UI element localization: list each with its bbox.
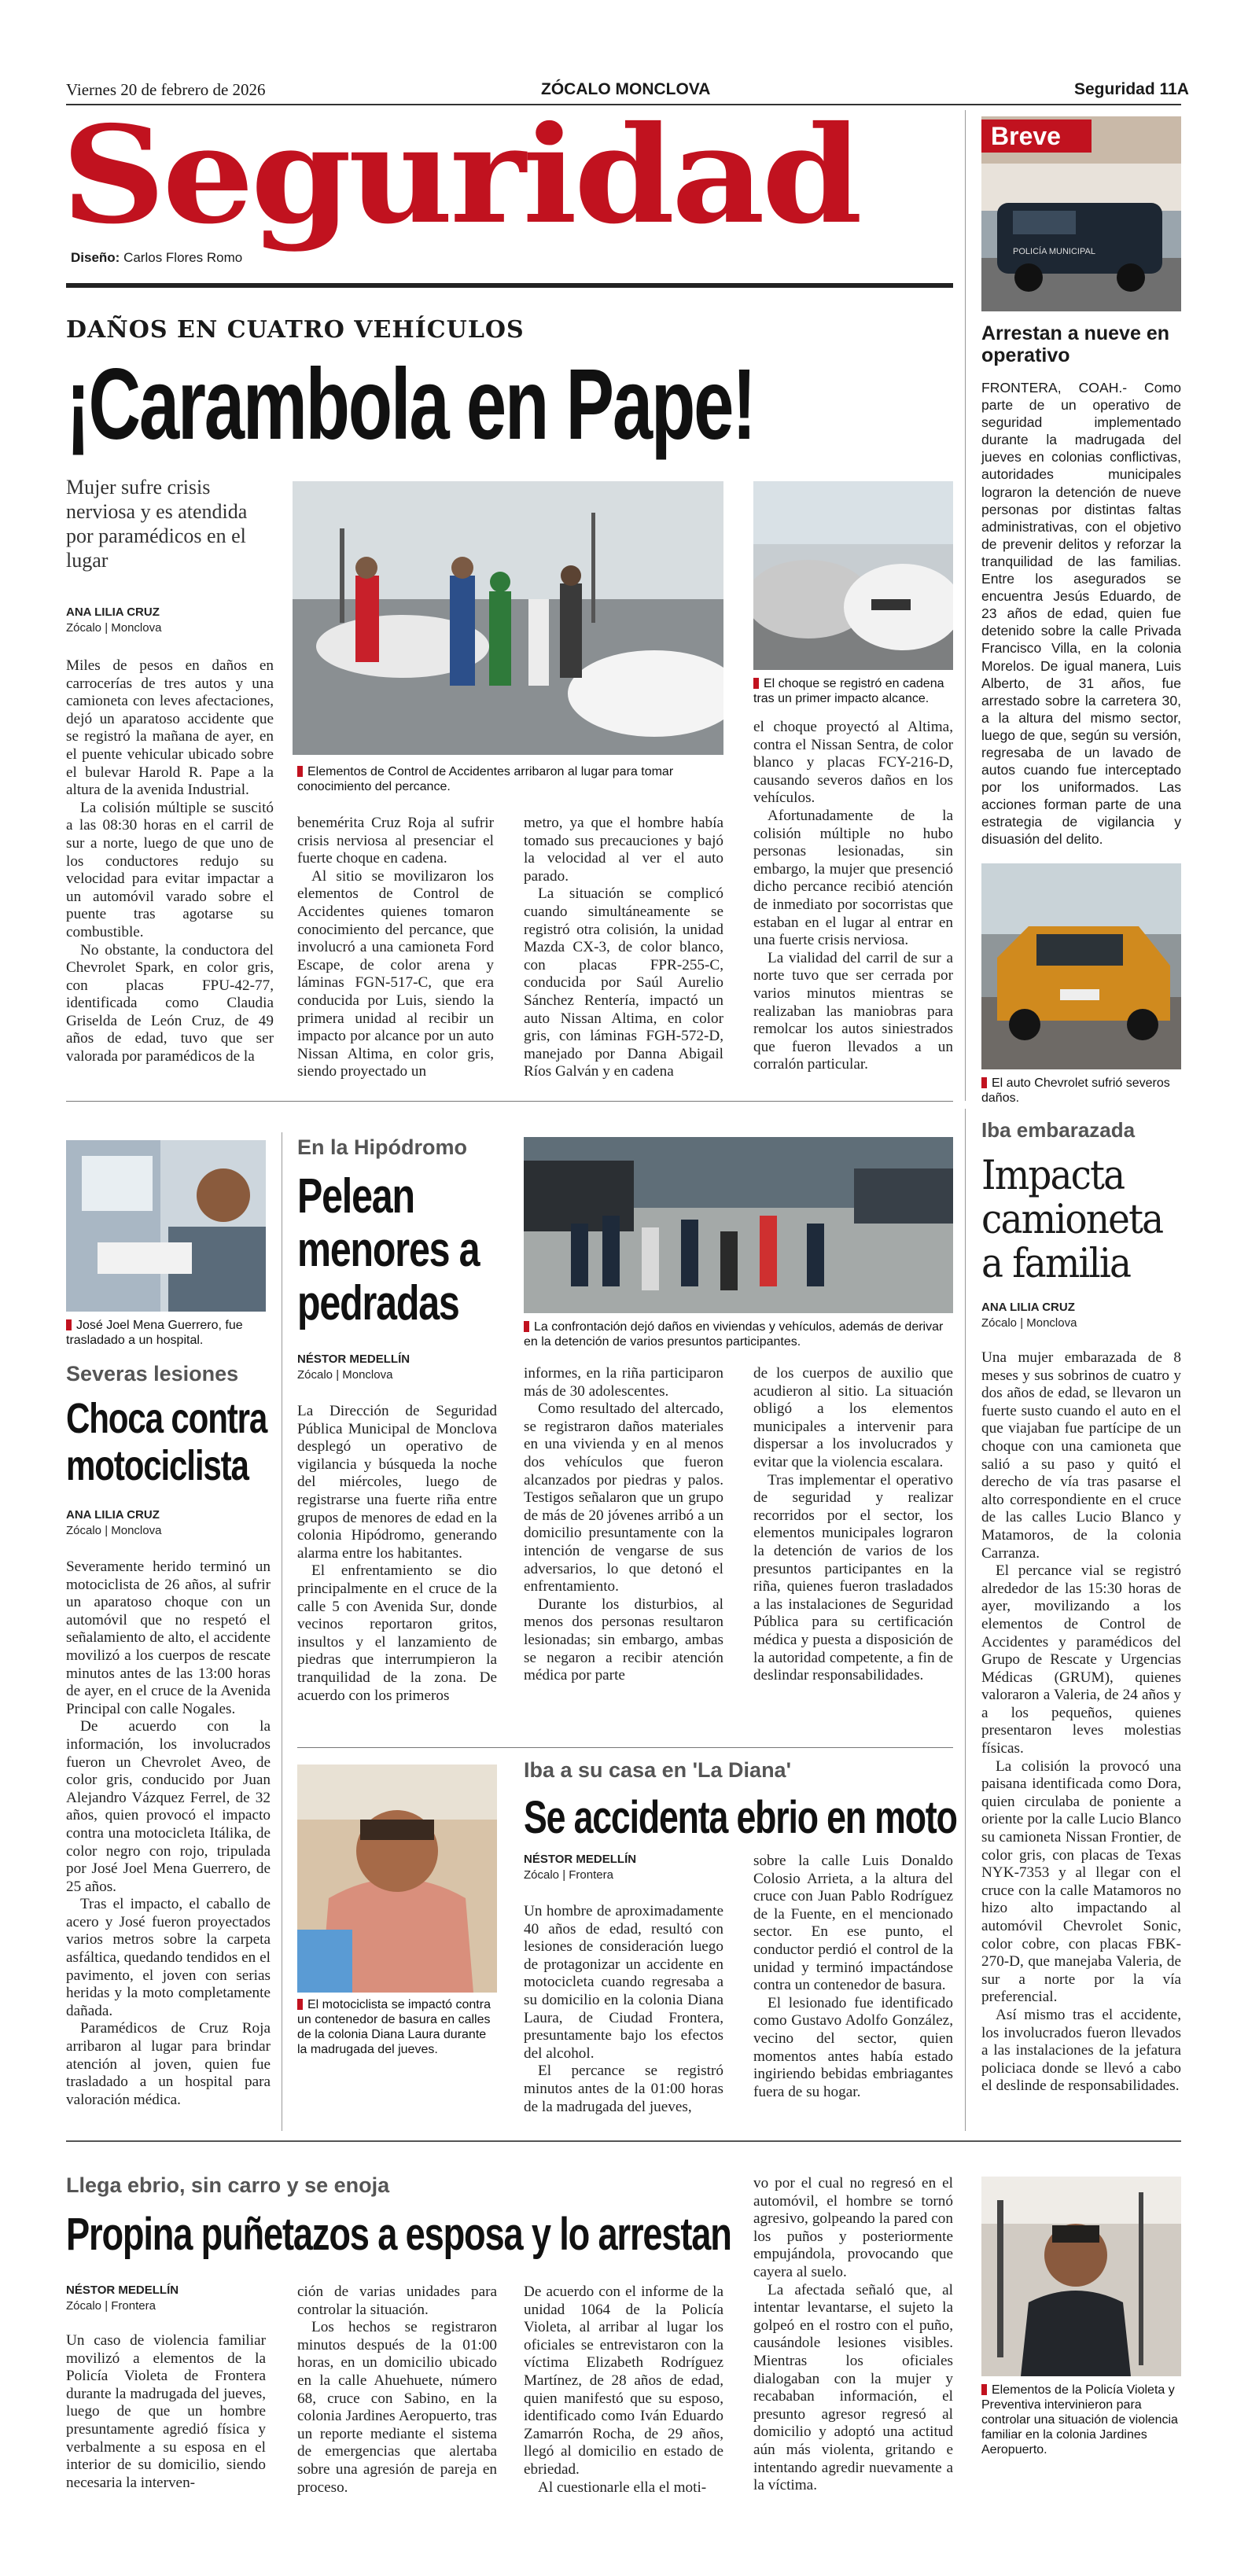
lead-side-photo	[753, 481, 953, 670]
moto-victim-photo	[66, 1140, 266, 1312]
moto-victim-caption-text: José Joel Mena Guerrero, fue trasladado a un hospital.	[66, 1319, 243, 1347]
ebrio-moto-col2-p2: El lesionado fue identificado como Gustavo Adolfo González, vecino del sector, quien momentos antes había estado ingiriendo bebidas embriagantes fuera de su hogar.	[753, 1994, 953, 2100]
propina-byline	[66, 2283, 179, 2313]
lead-col-4	[753, 719, 953, 1074]
lead-col-2	[297, 815, 494, 1081]
breve-label: Breve	[981, 120, 1092, 153]
section-title: Seguridad	[61, 97, 860, 254]
breve-photo-text: POLICÍA MUNICIPAL	[1013, 247, 1095, 256]
masthead-date: Viernes 20 de febrero de 2026	[66, 80, 266, 99]
pedradas-bottom-rule	[297, 1747, 953, 1748]
ebrio-moto-byline	[524, 1853, 636, 1882]
moto-byline	[66, 1508, 161, 1537]
moto-p4: Paramédicos de Cruz Roja arribaron al lugar para brindar atención al joven, quien fue trasladado a un hospital para valoración médica.	[66, 2020, 271, 2108]
lead-main-caption-text: Elementos de Control de Accidentes arribaron al lugar para tomar conocimiento del percance.	[297, 765, 674, 793]
moto-byline-name: ANA LILIA CRUZ	[66, 1508, 160, 1522]
bottom-band-rule	[66, 2140, 1181, 2142]
moto-p3: Tras el impacto, el caballo de acero y José fueron proyectados varios metros sobre la carpeta asfáltica, quedando tendidos en el pavimento, el joven con serias heridas y la moto completamente dañada.	[66, 1896, 271, 2019]
propina-col3-p1: De acuerdo con el informe de la unidad 1064 de la Policía Violeta, al arribar al lugar los oficiales se entrevistaron con la víctima Elizabeth Rodríguez Martínez, de 28 años de edad, quien manifestó que su esposo, identificado como Iván Eduardo Zamarrón Rocha, de 29 años, llegó al domicilio en estado de ebriedad.	[524, 2283, 723, 2478]
ebrio-moto-col-1	[524, 1903, 723, 2116]
lead-col-1	[66, 657, 274, 1066]
lead-col1-p3: No obstante, la conductora del Chevrolet Spark, en color gris, con placas FPU-42-77, identificada como Claudia Griselda de León Cruz, de 49 años de edad, tuvo que ser valorada por paramédicos de la	[66, 941, 274, 1065]
ebrio-moto-photo	[297, 1765, 497, 1993]
ebrio-moto-col1-p2: El percance se registró minutos antes de la 01:00 horas de la madrugada del jueves,	[524, 2063, 723, 2115]
moto-text	[66, 1558, 271, 2109]
moto-p1: Severamente herido terminó un motociclista de 26 años, al sufrir un aparatoso choque con un automóvil que no respetó el señalamiento de alto, el accidente movilizó a los cuerpos de rescate minutos antes de las 13:00 horas de ayer, en el cruce de la Avenida Principal con calle Nogales.	[66, 1558, 271, 1717]
propina-kicker: Llega ebrio, sin carro y se enoja	[66, 2173, 390, 2197]
design-name: Carlos Flores Romo	[123, 250, 243, 265]
propina-col3-p2: Al cuestionarle ella el moti-	[538, 2478, 707, 2496]
pedradas-kicker: En la Hipódromo	[297, 1135, 467, 1159]
embarazada-p2: El percance vial se registró alrededor de las 15:30 horas de ayer, movilizando a los elementos de Control de Accidentes y paramédicos del Grupo de Rescate y Urgencias Médicas (GRUM), quienes valoraron a Valeria, de 24 años y a los pequeños, quienes presentaron leves molestias físicas.	[981, 1562, 1181, 1757]
lead-col-3	[524, 815, 723, 1081]
lead-col4-p2: Afortunadamente de la colisión múltiple no hubo personas lesionadas, sin embargo, la mujer que presenció dicho percance recibió atención de inmediato por socorristas que estaban en el lugar al entrar en una fuerte crisis nerviosa.	[753, 807, 953, 949]
embarazada-headline: Impacta camioneta a familia	[981, 1153, 1163, 1287]
propina-caption	[981, 2383, 1181, 2457]
embarazada-text	[981, 1349, 1181, 2096]
lead-side-caption-text: El choque se registró en cadena tras un primer impacto alcance.	[753, 677, 944, 705]
propina-col-4	[753, 2175, 953, 2495]
lead-col2-p2: Al sitio se movilizaron los elementos de Control de Accidentes quienes tomaron conocimiento del percance, que involucró a una camioneta Ford Escape, de color arena y láminas FGN-517-C, que era conducida por Luis, siendo la primera unidad al recibir un impacto por alcance por un auto Nissan Altima, en color gris, siendo proyectado un	[297, 867, 494, 1080]
propina-headline: Propina puñetazos a esposa y lo arrestan	[66, 2209, 731, 2260]
ebrio-moto-col2-p1: sobre la calle Luis Donaldo Colosio Arrieta, a la altura del cruce con Juan Pablo Rodríguez de la Fuente, en el mencionado sector. En ese punto, el conductor perdió el control de la unidad y terminó impactándose contra un contenedor de basura.	[753, 1853, 953, 1994]
masthead-page: Seguridad 11A	[1074, 80, 1189, 98]
ebrio-moto-byline-place: Zócalo | Frontera	[524, 1868, 613, 1882]
embarazada-kicker: Iba embarazada	[981, 1118, 1136, 1142]
chevrolet-caption-text: El auto Chevrolet sufrió severos daños.	[981, 1076, 1170, 1105]
ebrio-moto-kicker: Iba a su casa en 'La Diana'	[524, 1758, 791, 1782]
embarazada-column-rule	[965, 1109, 966, 2131]
embarazada-byline	[981, 1301, 1077, 1330]
design-label: Diseño:	[71, 250, 120, 265]
chevrolet-photo	[981, 863, 1181, 1069]
breve-text: FRONTERA, COAH.- Como parte de un operativo de seguridad implementado durante la madrugada del jueves en colonias conflictivas, autoridades municipales lograron la detención de nueve personas por distintas faltas administrativas, con el objetivo de prevenir delitos y reforzar la tranquilidad de las familias. Entre los asegurados se encuentra Jesús Eduardo, de 23 años de edad, quien fue detenido sobre la calle Privada Francisco Villa, en la colonia Morelos. De igual manera, Luis Alberto, de 31 años, fue arrestado sobre la carretera 30, a la altura del mismo sector, luego de que, según su versión, regresaba de un lavado de autos cuando fue interceptado por los uniformados. Las acciones forman parte de una estrategia de vigilancia y disuasión del delito.	[981, 380, 1181, 848]
pedradas-col1-p1: La Dirección de Seguridad Pública Municipal de Monclova desplegó un operativo de vigilancia y búsqueda la noche del miércoles, luego de registrarse una fuerte riña entre grupos de menores de edad en la colonia Hipódromo, generando alarma entre los habitantes.	[297, 1403, 497, 1562]
lead-col1-p2: La colisión múltiple se suscitó a las 08:30 horas en el carril de sur a norte, luego de que uno de los conductores redujo su velocidad para evitar impactar a un automóvil varado sobre el puente tras agotarse su combustible.	[66, 799, 274, 940]
pedradas-col2-p1: informes, en la riña participaron más de 30 adolescentes.	[524, 1365, 723, 1400]
breve-headline: Arrestan a nueve en operativo	[981, 322, 1169, 366]
pedradas-col-1	[297, 1403, 497, 1705]
pedradas-caption	[524, 1319, 953, 1349]
ebrio-moto-caption	[297, 1997, 497, 2057]
ebrio-moto-caption-text: El motociclista se impactó contra un contenedor de basura en calles de la colonia Diana Laura durante la madrugada del jueves.	[297, 1998, 491, 2056]
lead-col4-p3: La vialidad del carril de sur a norte tuvo que ser cerrada por varios minutos mientras se realizaban las maniobras para remolcar los autos siniestrados que fueron llevados a un corralón particular.	[753, 949, 953, 1073]
lead-col4-p1: el choque proyectó al Altima, contra el Nissan Sentra, de color blanco y placas FCY-216-D, causando severos daños en los vehículos.	[753, 719, 953, 807]
right-column-rule	[965, 110, 966, 1101]
propina-byline-name: NÉSTOR MEDELLÍN	[66, 2283, 179, 2297]
lead-kicker: DAÑOS EN CUATRO VEHÍCULOS	[66, 316, 525, 344]
embarazada-byline-place: Zócalo | Monclova	[981, 1316, 1077, 1330]
propina-caption-text: Elementos de la Policía Violeta y Preventiva intervinieron para controlar una situación de violencia familiar en la colonia Jardines Aeropuerto.	[981, 2383, 1178, 2456]
lead-byline-place: Zócalo | Monclova	[66, 621, 162, 635]
lead-main-caption	[297, 764, 728, 794]
propina-col4-p2: La afectada señaló que, al intentar levantarse, el sujeto la golpeó en el rostro con el puño, causándole lesiones visibles. Mientras los oficiales dialogaban con la mujer y recababan información, el presunto agresor regresó al domicilio y adoptó una actitud aún más violenta, gritando e intentando agredir nuevamente a la víctima.	[753, 2281, 953, 2494]
ebrio-moto-col1-p1: Un hombre de aproximadamente 40 años de edad, resultó con lesiones de consideración luego de protagonizar un accidente en motocicleta cuando regresaba a su domicilio en la colonia Diana Laura, de Ciudad Frontera, presuntamente bajo los efectos del alcohol.	[524, 1903, 723, 2062]
pedradas-col3-p1: de los cuerpos de auxilio que acudieron al sitio. La situación obligó a los elementos municipales a intervenir para dispersar a los involucrados y evitar que la violencia escalara.	[753, 1365, 953, 1470]
moto-victim-caption	[66, 1318, 271, 1348]
propina-byline-place: Zócalo | Frontera	[66, 2299, 156, 2313]
pedradas-col2-p2: Como resultado del altercado, se registraron daños materiales en una vivienda y en al menos dos vehículos que fueron alcanzados por piedras y palos. Testigos señalaron que un grupo de más de 20 jóvenes arribó a un domicilio presuntamente con la intención de vengarse de sus adversarios, lo que detonó el enfrentamiento.	[524, 1400, 723, 1595]
lead-col3-p1: metro, ya que el hombre había tomado sus precauciones y bajó la velocidad al ver el auto parado.	[524, 815, 723, 885]
propina-photo	[981, 2177, 1181, 2376]
masthead-paper: ZÓCALO MONCLOVA	[541, 80, 711, 98]
lead-bottom-rule	[66, 1101, 953, 1102]
moto-p2: De acuerdo con la información, los involucrados fueron un Chevrolet Aveo, de color gris, conducido por Juan Alejandro Vázquez Ferrel, de 32 años, quien provocó el impacto contra una motocicleta Itálika, de color negro con rojo, tripulada por José Joel Mena Guerrero, de 25 años.	[66, 1718, 271, 1895]
pedradas-col1-p2: El enfrentamiento se dio principalmente en el cruce de la calle 5 con Avenida Sur, donde vecinos reportaron gritos, insultos y el lanzamiento de piedras que interrumpieron la tranquilidad de la zona. De acuerdo con los primeros	[297, 1562, 497, 1704]
propina-col2-p1: ción de varias unidades para controlar la situación.	[297, 2283, 497, 2318]
propina-col4-p1: vo por el cual no regresó en el automóvil, el hombre se tornó agresivo, golpeando la pared con los puños y posteriormente empujándola, provocando que cayera al suelo.	[753, 2175, 953, 2280]
lead-col2-p1: benemérita Cruz Roja al sufrir crisis nerviosa al presenciar el fuerte choque en cadena.	[297, 815, 494, 867]
lead-deck: Mujer sufre crisis nerviosa y es atendida por paramédicos en el lugar	[66, 476, 248, 572]
lead-col3-p2: La situación se complicó cuando simultáneamente se registró otra colisión, la unidad Mazda CX-3, de color blanco, con placas FPR-255-C, conducida por Saúl Aurelio Sánchez Rentería, impactó un auto Nissan Altima, en color gris, con láminas FGH-572-D, manejado por Danna Abigail Ríos Galván y en cadena	[524, 885, 723, 1080]
pedradas-caption-text: La confrontación dejó daños en viviendas y vehículos, además de derivar en la detención de varios presuntos participantes.	[524, 1320, 944, 1349]
propina-col2-p2: Los hechos se registraron minutos después de la 01:00 horas, en un domicilio ubicado en la calle Ahuehuete, número 68, cruce con Sabino, en la colonia Jardines Aeropuerto, tras un reporte mediante el sistema de emergencias que alertaba sobre una agresión de pareja en proceso.	[297, 2319, 497, 2496]
embarazada-byline-name: ANA LILIA CRUZ	[981, 1301, 1075, 1314]
lead-side-caption	[753, 676, 953, 706]
pedradas-headline: Pelean menores a pedradas	[297, 1169, 480, 1330]
pedradas-byline-name: NÉSTOR MEDELLÍN	[297, 1352, 410, 1366]
lead-headline: ¡Carambola en Pape!	[66, 348, 755, 461]
pedradas-col2-p3: Durante los disturbios, al menos dos personas resultaron lesionadas; sin embargo, ambas se negaron a recibir atención médica por parte	[524, 1595, 723, 1684]
moto-kicker: Severas lesiones	[66, 1362, 239, 1386]
ebrio-moto-headline: Se accidenta ebrio en moto	[524, 1792, 957, 1843]
moto-headline: Choca contra motociclista	[66, 1395, 267, 1489]
section-rule	[66, 283, 953, 288]
moto-byline-place: Zócalo | Monclova	[66, 1524, 162, 1537]
design-credit	[71, 250, 242, 266]
lead-main-photo	[293, 481, 723, 755]
lead-byline	[66, 605, 161, 635]
propina-col-2	[297, 2283, 497, 2497]
embarazada-p1: Una mujer embarazada de 8 meses y sus sobrinos de cuatro y dos años de edad, se llevaron un fuerte susto cuando el auto en el que viajaban fue partícipe de un choque con una camioneta que salió a su paso y quitó el derecho de vía tras pasarse el alto correspondiente en el cruce de las calles Lucio Blanco y Matamoros, de la colonia Carranza.	[981, 1349, 1181, 1562]
chevrolet-caption	[981, 1076, 1181, 1106]
propina-col-3	[524, 2283, 723, 2497]
embarazada-p3: La colisión la provocó una paisana identificada como Dora, quien circulaba de poniente a oriente por la calle Lucio Blanco su camioneta Nissan Frontier, de color gris, con placas de Texas NYK-7353 y al llegar con el cruce con la calle Matamoros no hizo alto impactando al automóvil Chevrolet Sonic, color cobre, con placas FBK-270-D, que manejaba Valeria, de sur a norte por la vía preferencial.	[981, 1757, 1181, 2006]
ebrio-moto-byline-name: NÉSTOR MEDELLÍN	[524, 1853, 637, 1866]
pedradas-byline	[297, 1352, 410, 1382]
pedradas-col3-p2: Tras implementar el operativo de seguridad y realizar recorridos por el sector, los elementos municipales lograron la detención de varios de los presuntos participantes en la riña, quienes fueron trasladados a las instalaciones de Seguridad Pública para su certificación médica y puesta a disposición de la autoridad competente, a fin de deslindar responsabilidades.	[753, 1471, 953, 1684]
propina-col1-p1: Un caso de violencia familiar movilizó a elementos de la Policía Violeta de Frontera durante la madrugada del jueves, luego de que un hombre presuntamente agredió física y verbalmente a su esposa en el interior de su domicilio, siendo necesaria la interven-	[66, 2332, 266, 2491]
propina-col-1	[66, 2332, 266, 2492]
pedradas-byline-place: Zócalo | Monclova	[297, 1368, 393, 1382]
pedradas-col-3	[753, 1365, 953, 1685]
embarazada-p4: Así mismo tras el accidente, los involucrados fueron llevados a las instalaciones de la jefatura policiaca donde se llevó a cabo el deslinde de responsabilidades.	[981, 2006, 1181, 2095]
pedradas-col-2	[524, 1365, 723, 1685]
pedradas-photo	[524, 1137, 953, 1313]
ebrio-moto-col-2	[753, 1853, 953, 2101]
lead-byline-name: ANA LILIA CRUZ	[66, 605, 160, 619]
lead-col1-p1: Miles de pesos en daños en carrocerías de tres autos y una camioneta con leves afectaciones, dejó un aparatoso accidente que se registró la mañana de ayer, en el puente vehicular ubicado sobre el bulevar Harold R. Pape a la altura de la avenida Industrial.	[66, 657, 274, 799]
